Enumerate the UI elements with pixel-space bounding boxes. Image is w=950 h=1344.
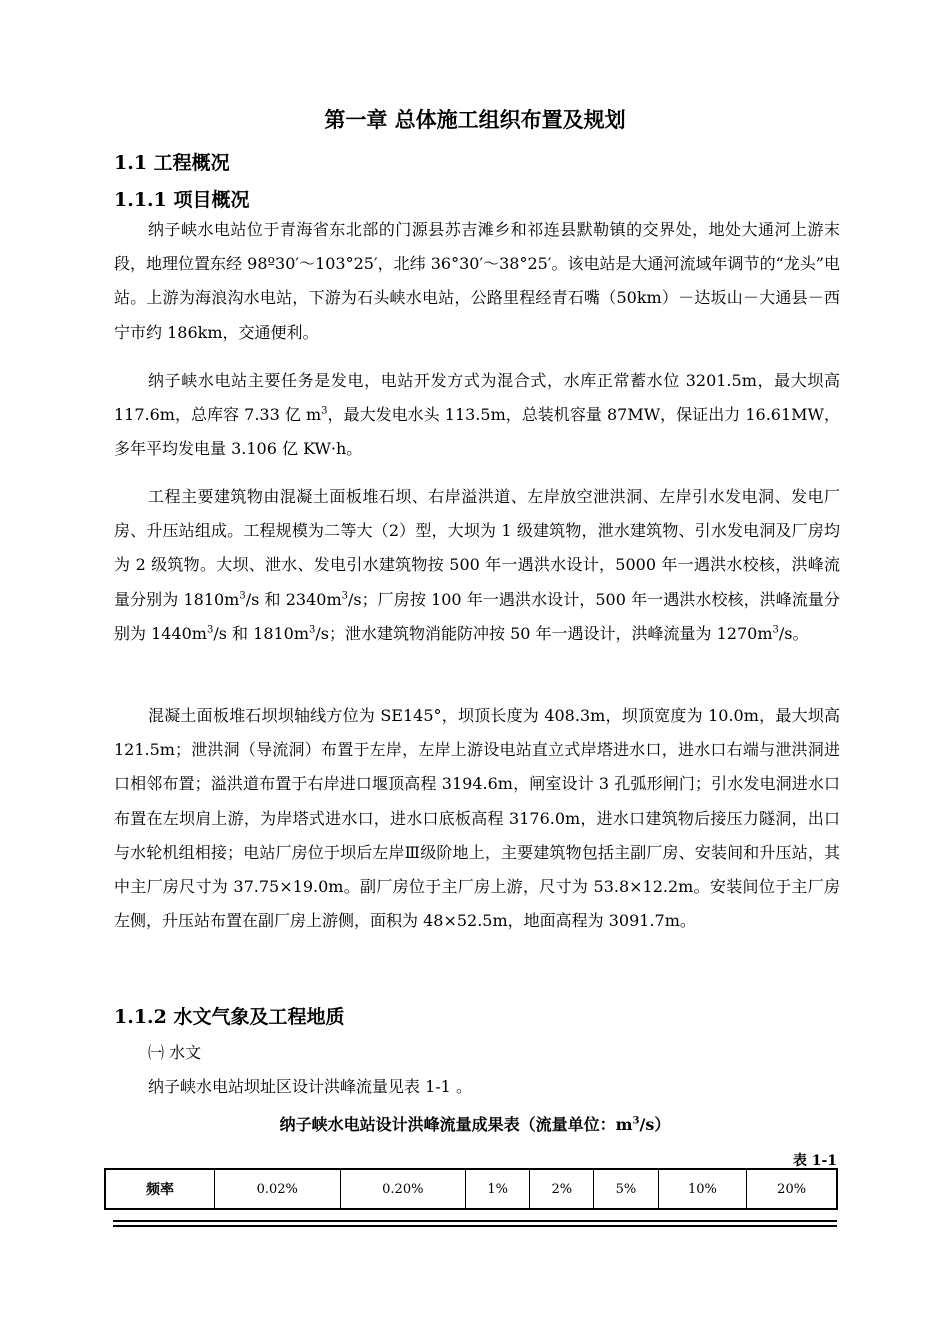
table-cell: 10%: [658, 1169, 747, 1209]
subsection-hydrology: ㈠ 水文: [148, 1043, 202, 1062]
table-row: [105, 1169, 837, 1209]
table-cell: 0.02%: [215, 1169, 341, 1209]
table-cell: 2%: [530, 1169, 594, 1209]
table-cell: 20%: [747, 1169, 837, 1209]
flood-peak-table: [104, 1168, 838, 1210]
table-cell: 0.20%: [340, 1169, 466, 1209]
table-cell: 1%: [466, 1169, 530, 1209]
paragraph-dam-layout: 混凝土面板堆石坝坝轴线方位为 SE145°，坝顶长度为 408.3m，坝顶宽度为 10.0m，最大坝高 121.5m；泄洪洞（导流洞）布置于左岸，左岸上游设电站直立式岸塔进水口，进水口右端与泄洪洞进口相邻布置；溢洪道布置于右岸进口堰顶高程 3194.6m，闸室设计 3 孔弧形闸门；引水发电洞进水口布置在左坝肩上游，为岸塔式进水口，进水口底板高程 3176.0m，进水口建筑物后接压力隧洞，出口与水轮机组相接；电站厂房位于坝后左岸Ⅲ级阶地上，主要建筑物包括主副厂房、安装间和升压站，其中主厂房尺寸为 37.75×19.0m。副厂房位于主厂房上游，尺寸为 53.8×12.2m。安装间位于主厂房左侧，升压站布置在副厂房上游侧，面积为 48×52.5m，地面高程为 3091.7m。: [114, 706, 840, 931]
paragraph-project-location: 纳子峡水电站位于青海省东北部的门源县苏吉滩乡和祁连县默勒镇的交界处，地处大通河上游末段，地理位置东经 98º30′～103°25′，北纬 36°30′～38°25′。该电站是大通河流域年调节的“龙头”电站。上游为海浪沟水电站，下游为石头峡水电站，公路里程经青石嘴（50km）－达坂山－大通县－西宁市约 186km，交通便利。: [114, 220, 840, 342]
table-title: 纳子峡水电站设计洪峰流量成果表（流量单位：$m^3/s$）: [279, 1115, 671, 1134]
section-heading-1-1-2: 1.1.2 水文气象及工程地质: [114, 1006, 345, 1028]
footer-rule-bottom: [113, 1225, 837, 1227]
paragraph-main-tasks: 纳子峡水电站主要任务是发电，电站开发方式为混合式，水库正常蓄水位 3201.5m，最大坝高 117.6m，总库容 7.33 亿 $m^3$，最大发电水头 113.5m，总装机容量 87MW，保证出力 16.61MW，多年平均发电量 3.106 亿 KW·h。: [114, 371, 840, 459]
paragraph-main-structures: 工程主要建筑物由混凝土面板堆石坝、右岸溢洪道、左岸放空泄洪洞、左岸引水发电洞、发电厂房、升压站组成。工程规模为二等大（2）型，大坝为 1 级建筑物，泄水建筑物、引水发电洞及厂房均为 2 级筑物。大坝、泄水、发电引水建筑物按 500 年一遇洪水设计，5000 年一遇洪水校核，洪峰流量分别为 $1810m^3/s$ 和 $2340m^3/s$；厂房按 100 年一遇洪水设计，500 年一遇洪水校核，洪峰流量分别为 $1440m^3/s$ 和 $1810m^3/s$；泄水建筑物消能防冲按 50 年一遇设计，洪峰流量为 $1270m^3/s$。: [114, 487, 840, 643]
footer-rule-top: [113, 1220, 837, 1222]
table-cell: 5%: [594, 1169, 658, 1209]
chapter-title: 第一章 总体施工组织布置及规划: [324, 107, 626, 132]
paragraph-table-reference: 纳子峡水电站坝址区设计洪峰流量见表 1-1 。: [148, 1077, 472, 1096]
table-header-cell: 频率: [105, 1169, 215, 1209]
section-heading-1-1: 1.1 工程概况: [114, 152, 230, 174]
table-number: 表 1-1: [792, 1153, 837, 1169]
section-heading-1-1-1: 1.1.1 项目概况: [114, 189, 250, 211]
